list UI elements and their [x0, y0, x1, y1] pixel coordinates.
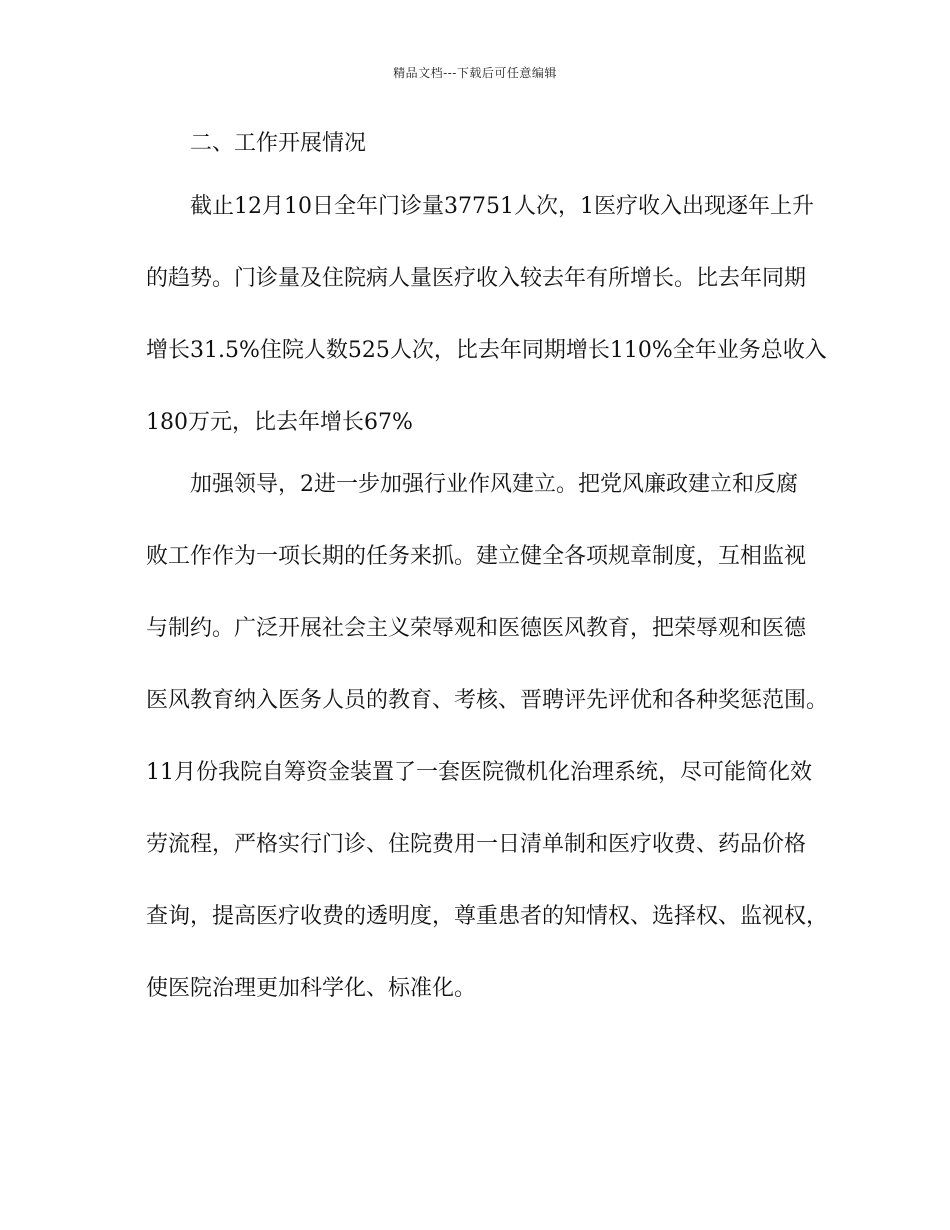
paragraph-line: 加强领导，2进一步加强行业作风建立。把党风廉政建立和反腐 [190, 472, 798, 497]
paragraph-line: 11月份我院自筹资金装置了一套医院微机化治理系统，尽可能简化效 [146, 760, 812, 785]
paragraph-line: 的趋势。门诊量及住院病人量医疗收入较去年有所增长。比去年同期 [146, 266, 807, 291]
page-header: 精品文档---下载后可任意编辑 [393, 66, 557, 80]
paragraph-line: 截止12月10日全年门诊量37751人次，1医疗收入出现逐年上升 [190, 194, 814, 219]
paragraph-line: 医风教育纳入医务人员的教育、考核、晋聘评先评优和各种奖惩范围。 [146, 688, 829, 713]
section-heading: 二、工作开展情况 [190, 131, 367, 156]
paragraph-line: 180万元，比去年增长67% [146, 410, 413, 435]
paragraph-line: 增长31.5%住院人数525人次，比去年同期增长110%全年业务总收入 [146, 338, 827, 363]
paragraph-line: 劳流程，严格实行门诊、住院费用一日清单制和医疗收费、药品价格 [146, 832, 807, 857]
paragraph-line: 与制约。广泛开展社会主义荣辱观和医德医风教育，把荣辱观和医德 [146, 616, 807, 641]
paragraph-line: 使医院治理更加科学化、标准化。 [146, 976, 477, 1001]
paragraph-line: 败工作作为一项长期的任务来抓。建立健全各项规章制度，互相监视 [146, 544, 807, 569]
paragraph-line: 查询，提高医疗收费的透明度，尊重患者的知情权、选择权、监视权， [146, 904, 829, 929]
